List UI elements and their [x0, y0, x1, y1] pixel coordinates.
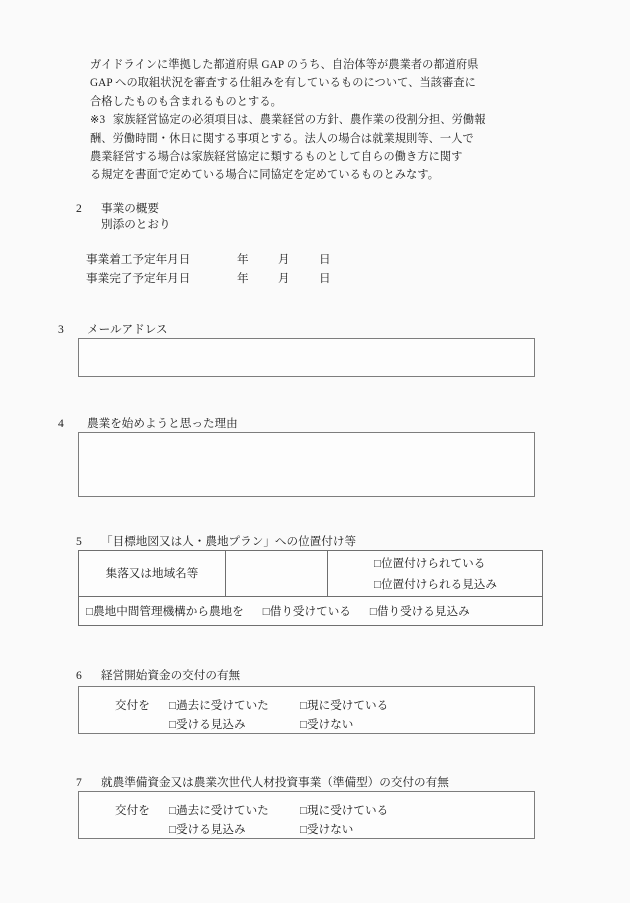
startup-fund-lead: 交付を	[115, 699, 150, 712]
construction-start-date-label: 事業着工予定年月日	[86, 253, 191, 266]
section-2-number: 2	[76, 202, 82, 215]
section-6-number: 6	[76, 669, 82, 682]
construction-end-date-label: 事業完了予定年月日	[86, 272, 191, 285]
note-continuation-line-1: ガイドラインに準拠した都道府県 GAP のうち、自治体等が農業者の都道府県	[90, 59, 479, 71]
section-6-heading	[76, 668, 240, 684]
section-2-title: 事業の概要	[101, 202, 159, 215]
checkbox-option-farmland-bank-lead[interactable]: □農地中間管理機構から農地を	[86, 604, 244, 618]
area-plan-table	[78, 550, 543, 626]
checkbox-preparation-received-past[interactable]: □過去に受けていた	[169, 804, 269, 817]
section-4-title: 農業を始めようと思った理由	[87, 417, 238, 430]
checkbox-option-expected-positioned[interactable]: □位置付けられる見込み	[374, 577, 497, 591]
startup-fund-row-2	[115, 715, 534, 734]
checkbox-option-currently-renting[interactable]: □借り受けている	[262, 604, 351, 618]
section-3-heading	[58, 322, 168, 338]
construction-end-month-unit: 月	[278, 272, 290, 285]
table-row	[79, 551, 542, 596]
construction-start-day-unit: 日	[319, 253, 331, 266]
section-5-number: 5	[76, 535, 82, 548]
construction-end-year-unit: 年	[237, 272, 249, 285]
preparation-fund-row-2	[115, 820, 534, 839]
section-4-number: 4	[58, 417, 64, 430]
construction-end-day-unit: 日	[319, 272, 331, 285]
preparation-fund-choice-box	[78, 791, 535, 839]
section-5-heading	[76, 534, 356, 550]
startup-fund-choice-box	[78, 686, 535, 734]
note3-line-3: 農業経営する場合は家族経営協定に類するものとして自らの働き方に関す	[90, 151, 463, 164]
checkbox-startup-received-past[interactable]: □過去に受けていた	[169, 699, 269, 712]
startup-fund-options	[79, 687, 534, 734]
settlement-name-input[interactable]	[226, 551, 328, 596]
email-address-field[interactable]	[78, 338, 535, 377]
note3-text-1: 家族経営協定の必須項目は、農業経営の方針、農作業の役割分担、労働報	[113, 114, 486, 127]
section-7-title: 就農準備資金又は農業次世代人材投資事業（準備型）の交付の有無	[101, 776, 449, 789]
section-5-title: 「目標地図又は人・農地プラン」への位置付け等	[101, 535, 357, 548]
construction-start-date-row	[86, 250, 360, 269]
section-6-title: 経営開始資金の交付の有無	[101, 669, 241, 682]
section-2-heading	[76, 201, 159, 217]
section-3-number: 3	[58, 323, 64, 336]
section-3-title: メールアドレス	[87, 323, 168, 336]
section-7-number: 7	[76, 776, 82, 789]
checkbox-startup-none[interactable]: □受けない	[300, 718, 354, 731]
checkbox-startup-receiving-now[interactable]: □現に受けている	[300, 699, 389, 712]
preparation-fund-row-1	[115, 801, 534, 820]
plan-position-options	[328, 551, 542, 596]
section-2-subtitle: 別添のとおり	[101, 218, 171, 231]
checkbox-preparation-receiving-now[interactable]: □現に受けている	[300, 804, 389, 817]
checkbox-option-positioned[interactable]: □位置付けられている	[374, 556, 486, 570]
section-4-heading	[58, 416, 238, 432]
preparation-fund-options	[79, 792, 534, 839]
farmland-bank-row	[79, 597, 542, 625]
construction-end-date-row	[86, 269, 360, 288]
farming-motivation-field[interactable]	[78, 432, 535, 497]
note-continuation-line-3: 合格したものも含まれるものとする。	[90, 95, 282, 108]
construction-start-month-unit: 月	[278, 253, 290, 266]
preparation-fund-lead: 交付を	[115, 804, 150, 817]
notes-block	[90, 56, 556, 185]
table-row	[79, 596, 542, 625]
checkbox-preparation-expected[interactable]: □受ける見込み	[169, 823, 246, 836]
note3-marker: ※3	[90, 114, 106, 127]
section-7-heading	[76, 775, 449, 791]
checkbox-preparation-none[interactable]: □受けない	[300, 823, 354, 836]
note-continuation-line-2: GAP への取組状況を審査する仕組みを有しているものについて、当該審査に	[90, 77, 476, 90]
construction-start-year-unit: 年	[237, 253, 249, 266]
checkbox-option-expected-renting[interactable]: □借り受ける見込み	[369, 604, 470, 618]
note3-line-4: る規定を書面で定めている場合に同協定を定めているものとみなす。	[90, 169, 440, 182]
note3-line-2: 酬、労働時間・休日に関する事項とする。法人の場合は就業規則等、一人で	[90, 132, 474, 145]
startup-fund-row-1	[115, 696, 534, 715]
settlement-name-header: 集落又は地域名等	[79, 551, 226, 596]
checkbox-startup-expected[interactable]: □受ける見込み	[169, 718, 246, 731]
note3-line-1	[90, 111, 556, 129]
